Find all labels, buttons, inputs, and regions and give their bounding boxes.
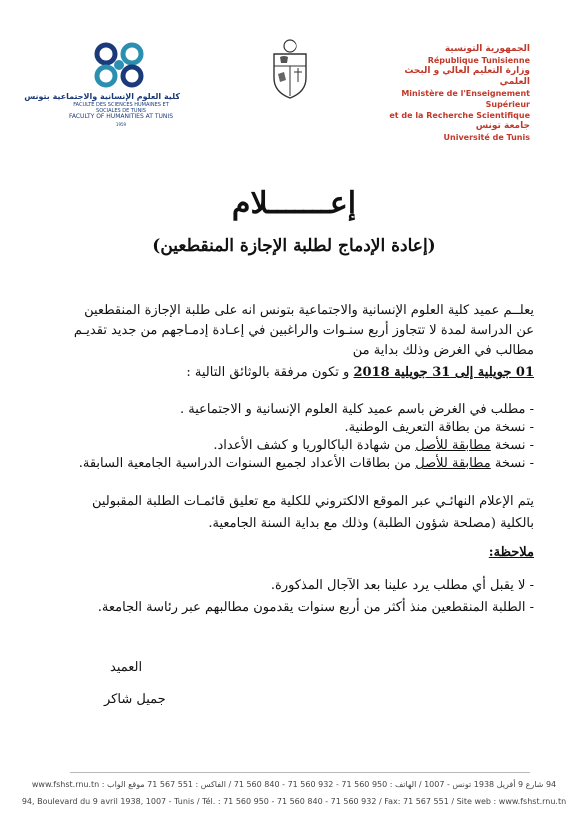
ministry-line: الجمهورية التونسية bbox=[444, 44, 530, 54]
faculty-name-fr bbox=[62, 102, 180, 120]
footer-address-ar: 94 شارع 9 أفريل 1938 تونس - 1007 / الهاتف : 950 560 71 - 932 560 71 - 840 560 71 / الفاكس : 551 567 71 موقع الواب : www.fshst.rnu.tn bbox=[31, 780, 557, 789]
date-suffix: و تكون مرفقة بالوثائق التالية : bbox=[186, 365, 350, 380]
faculty-name-ar: كلية العلوم الإنسانية والاجتماعية بتونس bbox=[24, 92, 180, 101]
list-item-text: نسخة من بطاقة التعريف الوطنية. bbox=[344, 420, 526, 435]
signature-name: جميل شاكر bbox=[104, 692, 166, 707]
list-item bbox=[54, 402, 534, 417]
list-item bbox=[54, 438, 534, 453]
ministry-line: وزارة التعليم العالي و البحث العلمي bbox=[404, 66, 530, 87]
list-item-underlined: مطابقة للأصل bbox=[415, 456, 491, 471]
footer-address-fr: 94, Boulevard du 9 avril 1938, 1007 - Tunis / Tél. : 71 560 950 - 71 560 840 - 71 560 932 / Fax: 71 567 551 / Site web : www.fshst.rnu.tn bbox=[21, 797, 567, 806]
note-item: - الطلبة المنقطعين منذ أكثر من أربع سنوات يقدمون مطالبهم عبر رئاسة الجامعة. bbox=[97, 600, 534, 615]
date-range: 01 جويلية إلى 31 جويلية 2018 bbox=[353, 365, 534, 380]
body-line: يتم الإعلام النهائـي عبر الموقع الالكتروني للكلية مع تعليق قائمـات الطلبة المقبولين bbox=[91, 494, 534, 509]
tunisia-coat-of-arms-icon bbox=[268, 38, 312, 100]
footer-divider bbox=[70, 772, 530, 773]
list-item-text: مطلب في الغرض باسم عميد كلية العلوم الإنسانية و الاجتماعية . bbox=[179, 402, 526, 417]
note-title: ملاحظة: bbox=[488, 545, 534, 560]
page-subtitle: (إعادة الإدماج لطلبة الإجازة المنقطعين) bbox=[152, 236, 436, 256]
faculty-year: 1959 bbox=[115, 122, 127, 127]
ministry-line: جامعة تونس bbox=[475, 121, 530, 131]
list-item bbox=[54, 420, 534, 435]
list-item-prefix: - نسخة bbox=[490, 438, 534, 453]
list-item-text: من بطاقات الأعداد لجميع السنوات الدراسية الجامعية السابقة. bbox=[78, 456, 416, 471]
list-item-prefix: - bbox=[525, 420, 534, 435]
ministry-line: et de la Recherche Scientifique bbox=[389, 111, 530, 120]
body-line: يعلــم عميد كلية العلوم الإنسانية والاجتماعية بتونس انه على طلبة الإجازة المنقطعين bbox=[84, 303, 534, 318]
signature-role: العميد bbox=[110, 660, 143, 675]
body-line: عن الدراسة لمدة لا تتجاوز أربع سنـوات والراغبين في إعـادة إدمـاجهم من جديد تقديـم bbox=[73, 323, 534, 338]
ministry-line: Ministère de l'Enseignement Supérieur bbox=[401, 89, 530, 109]
faculty-name-fr-line: FACULTÉ DES SCIENCES HUMAINES ET SOCIALES DE TUNIS bbox=[73, 102, 169, 114]
list-item-text: من شهادة الباكالوريا و كشف الأعداد. bbox=[213, 438, 416, 453]
ministry-line: République Tunisienne bbox=[427, 56, 530, 65]
list-item bbox=[54, 456, 534, 471]
faculty-name-en-line: FACULTY OF HUMANITIES AT TUNIS bbox=[68, 113, 174, 120]
page-title: إعـــــــلام bbox=[231, 186, 357, 221]
note-item: - لا يقبل أي مطلب يرد علينا بعد الآجال المذكورة. bbox=[270, 578, 534, 593]
body-line: مطالب في الغرض وذلك بداية من bbox=[352, 343, 534, 358]
list-item-prefix: - نسخة bbox=[490, 456, 534, 471]
body-line: بالكلية (مصلحة شؤون الطلبة) وذلك مع بداية السنة الجامعية. bbox=[208, 516, 534, 531]
ministry-line: Université de Tunis bbox=[443, 133, 530, 142]
faculty-emblem-icon bbox=[86, 40, 156, 90]
list-item-underlined: مطابقة للأصل bbox=[415, 438, 491, 453]
date-line bbox=[54, 365, 534, 380]
ministry-header bbox=[380, 44, 530, 143]
list-item-prefix: - bbox=[525, 402, 534, 417]
